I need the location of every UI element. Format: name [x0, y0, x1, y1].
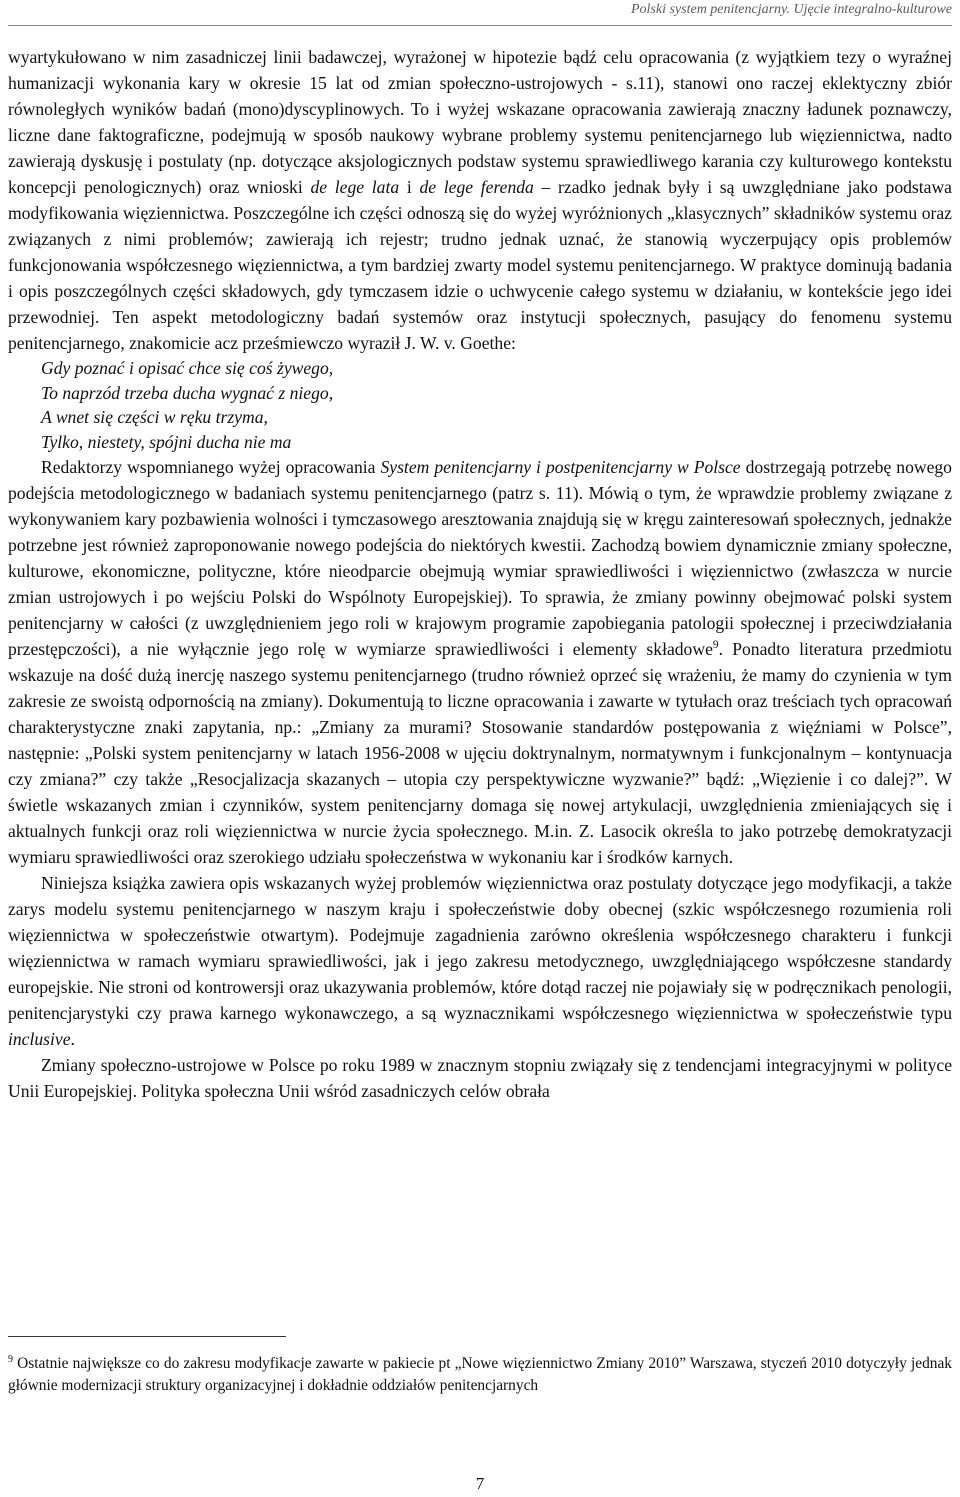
footnote-text: Ostatnie największe co do zakresu modyfikacje zawarte w pakiecie pt „Nowe więziennictwo Zmiany 2010” Warszawa, styczeń 2010 dotyczyły jednak głównie modernizacji struktury organizacyjnej i dokładnie oddziałów penitencjarnych — [8, 1355, 952, 1394]
text-span: Niniejsza książka zawiera opis wskazanych wyżej problemów więziennictwa oraz postulaty dotyczące jego modyfikacji, a także zarys modelu systemu penitencjarnego w naszym kraju i społeczeństwie doby obecnej (szkic współczesnego rozumienia roli więziennictwa w społeczeństwie otwartym). Podejmuje zagadnienia zarówno określenia współczesnego charakteru i funkcji więziennictwa w ramach wymiaru sprawiedliwości, jak i jego zakresu metodycznego, uwzględniającego współczesne standardy europejskie. Nie stroni od kontrowersji oraz ukazywania problemów, które dotąd raczej nie pojawiały się w podręcznikach penologii, penitencjarystyki czy prawa karnego wykonawczego, a są wyznacznikami współczesnego więziennictwa w społeczeństwie typu — [8, 873, 952, 1023]
page-number: 7 — [475, 1474, 485, 1493]
quote-line-4: Tylko, niestety, spójni ducha nie ma — [41, 431, 292, 452]
running-title: Polski system penitencjarny. Ujęcie integralno-kulturowe — [630, 2, 952, 17]
paragraph-4: Zmiany społeczno-ustrojowe w Polsce po roku 1989 w znacznym stopniu związały się z tendencjami integracyjnymi w polityce Unii Europejskiej. Polityka społeczna Unii wśród zasadniczych celów obrała — [8, 1055, 952, 1101]
paragraph-2 — [8, 454, 952, 870]
header-divider — [8, 25, 952, 26]
goethe-quote — [41, 356, 952, 454]
quote-line-3: A wnet się części w ręku trzyma, — [41, 407, 268, 427]
footnote-reference: 9 — [712, 639, 719, 652]
footnote — [8, 1353, 952, 1397]
text-span: wyartykułowano w nim zasadniczej linii badawczej, wyrażonej w hipotezie bądź celu opracowania (z wyjątkiem tezy o wyraźnej humanizacji wykonania kary w okresie 15 lat od zmian społeczno-ustrojowych - s.11), stanowi ono raczej eklektyczny zbiór równoległych wyników badań (mono)dyscyplinowych. To i wyżej wskazane opracowania zawierają znaczny ładunek poznawczy, liczne dane faktograficzne, podejmują w sposób naukowy wybrane problemy systemu penitencjarnego lub więziennictwa, nadto zawierają dyskusję i postulaty (np. dotyczące aksjologicznych podstaw systemu sprawiedliwego karania czy kulturowego kontekstu koncepcji penologicznych) oraz wnioski — [8, 47, 952, 197]
paragraph-1 — [8, 44, 952, 356]
page-header — [0, 0, 960, 32]
text-span: Redaktorzy wspomnianego wyżej opracowania — [41, 457, 381, 477]
text-span: . Ponadto literatura przedmiotu wskazuje na dość dużą inercję naszego systemu penitencjarnego (trudno również oprzeć się wrażeniu, że mamy do czynienia w tym zakresie ze swoistą odpornością na zmiany). Dokumentują to liczne opracowania i zawarte w tytułach oraz treściach tych opracowań charakterystyczne znaki zapytania, np.: „Zmiany za murami? Stosowanie standardów postępowania z więźniami w Polsce”, następnie: „Polski system penitencjarny w latach 1956-2008 w ujęciu doktrynalnym, normatywnym i funkcjonalnym – kontynuacja czy zmiana?” czy także „Resocjalizacja skazanych – utopia czy perspektywiczne wyzwanie?” bądź: „Więzienie i co dalej?”. W świetle wskazanych zmian i czynników, system penitencjarny domaga się nowej artykulacji, uwzględnienia zmieniających się i aktualnych funkcji oraz roli więziennictwa w nurcie życia społecznego. M.in. Z. Lasocik określa to jako potrzebę demokratyzacji wymiaru sprawiedliwości oraz szerokiego udziału społeczeństwa w wykonaniu kar i środków karnych. — [8, 639, 952, 867]
italic-span: inclusive — [8, 1029, 71, 1049]
text-span: . — [70, 1029, 75, 1049]
footnote-number: 9 — [8, 1353, 13, 1365]
italic-span: de lege lata — [310, 177, 400, 197]
italic-span: de lege ferenda — [419, 177, 534, 197]
quote-line-2: To naprzód trzeba ducha wygnać z niego, — [41, 382, 334, 403]
text-span: dostrzegają potrzebę nowego podejścia metodologicznego w badaniach systemu penitencjarnego (patrz s. 11). Mówią o tym, że wprawdzie problemy związane z wykonywaniem kary pozbawienia wolności i tymczasowego aresztowania znajdują się w kręgu zainteresowań społecznych, jednakże potrzebne jest również zaproponowanie nowego podejścia do niektórych kwestii. Zachodzą bowiem dynamicznie zmiany społeczne, kulturowe, ekonomiczne, polityczne, które nieodparcie obejmują wymiar sprawiedliwości i więziennictwo (zwłaszcza w nurcie zmian ustrojowych i po wejściu Polski do Wspólnoty Europejskiej). To sprawia, że zmiany powinny obejmować polski system penitencjarny w całości (z uwzględnieniem jego roli w krajowym programie zapobiegania patologii społecznej i przeciwdziałania przestępczości), a nie wyłącznie jego rolę w wymiarze sprawiedliwości i elementy składowe — [8, 457, 952, 659]
page-body — [8, 44, 952, 1104]
text-span: i — [399, 177, 420, 197]
quote-line-1: Gdy poznać i opisać chce się coś żywego, — [41, 358, 334, 378]
text-span: – rzadko jednak były i są uwzględniane jako podstawa modyfikowania więziennictwa. Poszczególne ich części odnoszą się do wyżej wyróżnionych „klasycznych” składników systemu oraz związanych z nimi problemów; zawierają ich rejestr; trudno jednak uznać, że stanowią wyczerpujący opis problemów funkcjonowania współczesnego więziennictwa, a tym bardziej zwarty model systemu penitencjarnego. W praktyce dominują badania i opis poszczególnych części składowych, gdy tymczasem idzie o uchwycenie całego systemu w działaniu, w kontekście jego idei przewodniej. Ten aspekt metodologiczny badań systemów oraz instytucji społecznych, pasujący do fenomenu systemu penitencjarnego, znakomicie acz prześmiewczo wyraził J. W. v. Goethe: — [8, 177, 952, 353]
italic-span: System penitencjarny i postpenitencjarny w Polsce — [380, 457, 741, 477]
paragraph-3 — [8, 870, 952, 1052]
footnote-divider — [8, 1336, 286, 1337]
